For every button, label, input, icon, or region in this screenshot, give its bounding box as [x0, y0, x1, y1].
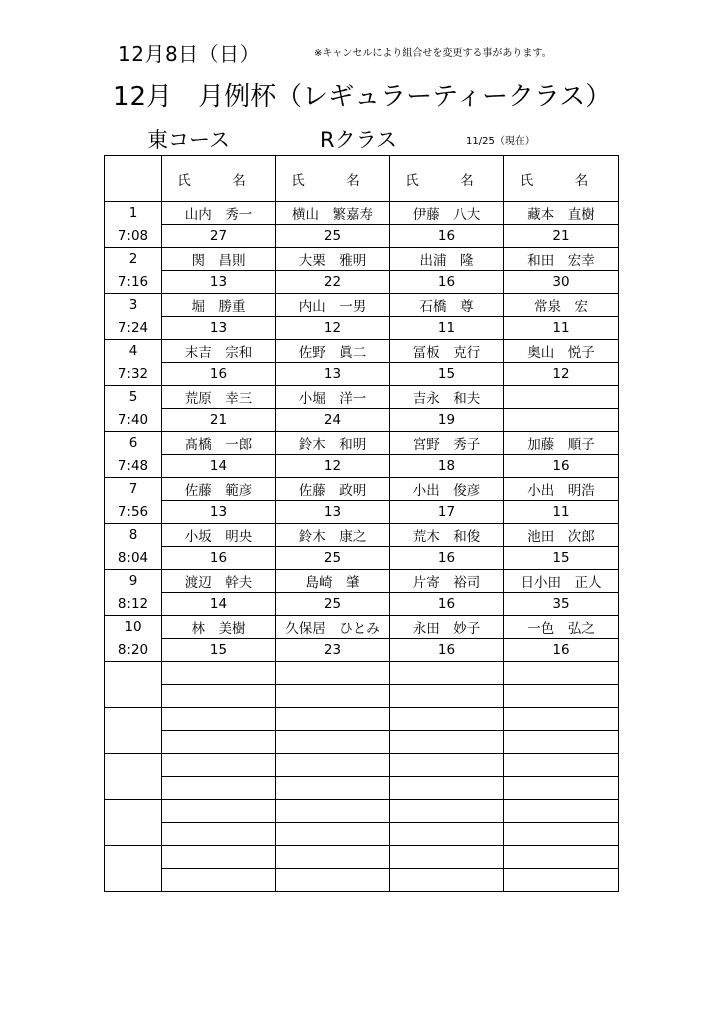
group-handicap-row	[105, 639, 619, 662]
player-name: 大栗 雅明	[276, 248, 390, 271]
player-handicap: 25	[276, 225, 390, 248]
player-name: 小出 明浩	[504, 478, 619, 501]
header-blank-cell	[105, 156, 162, 202]
as-of-date: 11/25（現在）	[466, 136, 535, 147]
player-name	[162, 754, 276, 777]
player-name	[390, 800, 504, 823]
player-name	[504, 846, 619, 869]
tee-time: 7:56	[105, 501, 162, 524]
player-name	[276, 846, 390, 869]
player-name: 一色 弘之	[504, 616, 619, 639]
group-handicap-row	[105, 225, 619, 248]
player-name: 関 昌則	[162, 248, 276, 271]
player-name	[504, 800, 619, 823]
player-name: 小出 俊彦	[390, 478, 504, 501]
player-name	[504, 386, 619, 409]
player-handicap	[390, 685, 504, 708]
player-handicap: 14	[162, 593, 276, 616]
player-name: 石橋 尊	[390, 294, 504, 317]
player-handicap: 27	[162, 225, 276, 248]
tee-time: 7:48	[105, 455, 162, 478]
player-handicap	[504, 777, 619, 800]
player-name	[276, 662, 390, 685]
group-handicap-row	[105, 317, 619, 340]
tee-time	[105, 777, 162, 800]
player-name	[390, 846, 504, 869]
event-date: 12月8日（日）	[118, 42, 261, 66]
player-handicap: 15	[162, 639, 276, 662]
player-handicap	[162, 685, 276, 708]
tee-time: 7:40	[105, 409, 162, 432]
player-name: 小坂 明央	[162, 524, 276, 547]
player-handicap: 13	[276, 501, 390, 524]
group-number: 2	[105, 248, 162, 271]
group-number	[105, 846, 162, 869]
group-number: 5	[105, 386, 162, 409]
page-title: 12月 月例杯（レギュラーティークラス）	[113, 82, 612, 112]
group-name-row	[105, 524, 619, 547]
group-name-row	[105, 294, 619, 317]
player-handicap	[504, 823, 619, 846]
group-name-row	[105, 662, 619, 685]
player-handicap: 23	[276, 639, 390, 662]
player-handicap	[276, 731, 390, 754]
player-name: 林 美樹	[162, 616, 276, 639]
tee-time: 8:12	[105, 593, 162, 616]
player-name: 内山 一男	[276, 294, 390, 317]
player-handicap	[162, 823, 276, 846]
player-handicap: 16	[390, 639, 504, 662]
player-name	[390, 662, 504, 685]
group-name-row	[105, 340, 619, 363]
group-name-row	[105, 386, 619, 409]
player-handicap	[504, 869, 619, 892]
player-name: 日小田 正人	[504, 570, 619, 593]
player-handicap: 17	[390, 501, 504, 524]
player-name: 宮野 秀子	[390, 432, 504, 455]
group-handicap-row	[105, 823, 619, 846]
group-number: 10	[105, 616, 162, 639]
player-handicap: 13	[276, 363, 390, 386]
player-handicap	[276, 869, 390, 892]
group-number: 9	[105, 570, 162, 593]
tee-time: 8:04	[105, 547, 162, 570]
player-name: 横山 繁嘉寿	[276, 202, 390, 225]
player-handicap: 13	[162, 317, 276, 340]
player-handicap	[162, 869, 276, 892]
group-handicap-row	[105, 593, 619, 616]
group-name-row	[105, 432, 619, 455]
player-handicap	[390, 823, 504, 846]
player-handicap: 16	[162, 363, 276, 386]
player-handicap: 16	[390, 593, 504, 616]
player-name: 佐野 眞二	[276, 340, 390, 363]
player-name: 冨板 克行	[390, 340, 504, 363]
player-name	[390, 708, 504, 731]
group-number	[105, 800, 162, 823]
player-name: 末吉 宗和	[162, 340, 276, 363]
player-handicap: 25	[276, 547, 390, 570]
cancellation-notice: ※キャンセルにより組合せを変更する事があります。	[314, 48, 552, 59]
player-name	[162, 708, 276, 731]
table-header-row	[105, 156, 619, 202]
player-handicap	[504, 685, 619, 708]
group-handicap-row	[105, 547, 619, 570]
group-number: 6	[105, 432, 162, 455]
player-handicap: 12	[276, 455, 390, 478]
player-name: 常泉 宏	[504, 294, 619, 317]
player-handicap: 12	[276, 317, 390, 340]
player-name: 鈴木 和明	[276, 432, 390, 455]
tee-time: 7:32	[105, 363, 162, 386]
player-name	[276, 708, 390, 731]
pairing-table-body	[105, 202, 619, 892]
player-name	[162, 662, 276, 685]
player-name	[276, 800, 390, 823]
tee-time	[105, 869, 162, 892]
group-handicap-row	[105, 869, 619, 892]
player-name: 奥山 悦子	[504, 340, 619, 363]
player-handicap	[504, 409, 619, 432]
player-name: 片寄 裕司	[390, 570, 504, 593]
player-name: 永田 妙子	[390, 616, 504, 639]
group-number	[105, 662, 162, 685]
player-name: 渡辺 幹夫	[162, 570, 276, 593]
player-handicap: 30	[504, 271, 619, 294]
player-handicap	[390, 777, 504, 800]
player-handicap: 25	[276, 593, 390, 616]
player-handicap: 24	[276, 409, 390, 432]
group-name-row	[105, 570, 619, 593]
player-handicap: 21	[162, 409, 276, 432]
player-name	[276, 754, 390, 777]
tee-time	[105, 823, 162, 846]
header-name-3: 氏 名	[390, 156, 504, 202]
class-label: Rクラス	[320, 128, 397, 152]
pairing-table	[104, 155, 619, 892]
group-number: 8	[105, 524, 162, 547]
player-name: 吉永 和夫	[390, 386, 504, 409]
tee-time: 7:24	[105, 317, 162, 340]
player-name: 佐藤 政明	[276, 478, 390, 501]
group-number: 7	[105, 478, 162, 501]
group-handicap-row	[105, 685, 619, 708]
player-name: 堀 勝重	[162, 294, 276, 317]
player-handicap: 35	[504, 593, 619, 616]
group-handicap-row	[105, 777, 619, 800]
player-name: 鈴木 康之	[276, 524, 390, 547]
group-name-row	[105, 754, 619, 777]
header-name-2: 氏 名	[276, 156, 390, 202]
player-name	[504, 662, 619, 685]
player-handicap	[276, 777, 390, 800]
tee-time	[105, 685, 162, 708]
tee-time: 8:20	[105, 639, 162, 662]
player-handicap: 12	[504, 363, 619, 386]
group-name-row	[105, 248, 619, 271]
player-name: 島崎 肇	[276, 570, 390, 593]
group-name-row	[105, 202, 619, 225]
player-handicap: 19	[390, 409, 504, 432]
player-name: 加藤 順子	[504, 432, 619, 455]
group-number	[105, 754, 162, 777]
player-name: 藏本 直樹	[504, 202, 619, 225]
group-name-row	[105, 846, 619, 869]
group-handicap-row	[105, 363, 619, 386]
group-number: 1	[105, 202, 162, 225]
player-handicap: 15	[504, 547, 619, 570]
player-handicap: 11	[504, 317, 619, 340]
player-handicap: 16	[390, 225, 504, 248]
group-handicap-row	[105, 271, 619, 294]
group-name-row	[105, 478, 619, 501]
player-name: 荒原 幸三	[162, 386, 276, 409]
tee-time	[105, 731, 162, 754]
group-handicap-row	[105, 501, 619, 524]
player-name: 荒木 和俊	[390, 524, 504, 547]
group-handicap-row	[105, 731, 619, 754]
player-name	[504, 708, 619, 731]
player-handicap: 16	[390, 271, 504, 294]
player-handicap	[276, 685, 390, 708]
course-label: 東コース	[147, 128, 230, 152]
player-handicap	[390, 731, 504, 754]
player-handicap: 16	[504, 455, 619, 478]
header-name-1: 氏 名	[162, 156, 276, 202]
player-handicap: 18	[390, 455, 504, 478]
player-handicap: 21	[504, 225, 619, 248]
player-name: 和田 宏幸	[504, 248, 619, 271]
player-handicap: 11	[390, 317, 504, 340]
player-handicap	[390, 869, 504, 892]
player-handicap	[162, 777, 276, 800]
player-name: 山内 秀一	[162, 202, 276, 225]
player-handicap: 13	[162, 501, 276, 524]
group-name-row	[105, 800, 619, 823]
player-handicap	[504, 731, 619, 754]
group-number	[105, 708, 162, 731]
group-name-row	[105, 616, 619, 639]
player-name: 伊藤 八大	[390, 202, 504, 225]
player-handicap: 22	[276, 271, 390, 294]
player-handicap	[276, 823, 390, 846]
player-name: 出浦 隆	[390, 248, 504, 271]
player-name	[162, 800, 276, 823]
player-name: 小堀 洋一	[276, 386, 390, 409]
tee-time: 7:16	[105, 271, 162, 294]
group-number: 4	[105, 340, 162, 363]
player-handicap: 16	[162, 547, 276, 570]
player-name: 池田 次郎	[504, 524, 619, 547]
group-handicap-row	[105, 455, 619, 478]
player-handicap: 11	[504, 501, 619, 524]
player-name	[162, 846, 276, 869]
header-name-4: 氏 名	[504, 156, 619, 202]
player-handicap: 14	[162, 455, 276, 478]
tee-time: 7:08	[105, 225, 162, 248]
player-name	[504, 754, 619, 777]
group-name-row	[105, 708, 619, 731]
player-handicap: 16	[504, 639, 619, 662]
group-handicap-row	[105, 409, 619, 432]
player-handicap	[162, 731, 276, 754]
player-name: 久保居 ひとみ	[276, 616, 390, 639]
player-name: 佐藤 範彦	[162, 478, 276, 501]
player-name: 髙橋 一郎	[162, 432, 276, 455]
player-handicap: 13	[162, 271, 276, 294]
player-name	[390, 754, 504, 777]
group-number: 3	[105, 294, 162, 317]
player-handicap: 16	[390, 547, 504, 570]
player-handicap: 15	[390, 363, 504, 386]
